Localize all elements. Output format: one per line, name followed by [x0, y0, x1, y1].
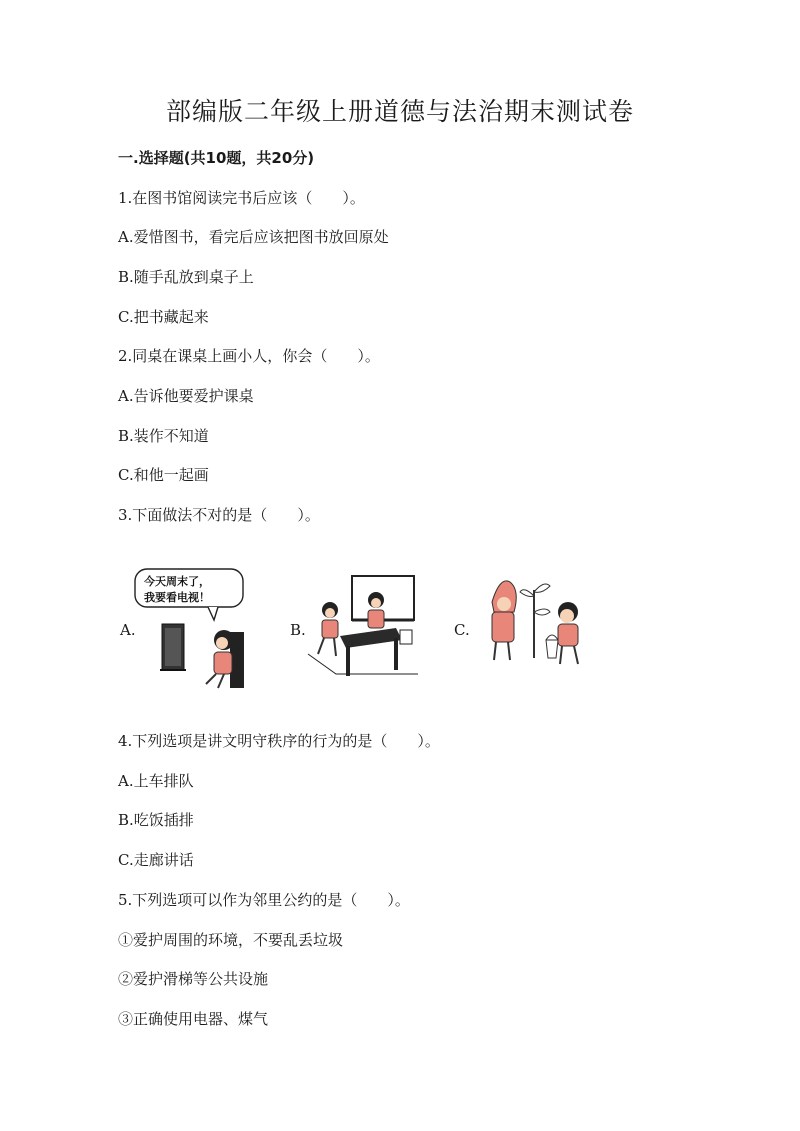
picture-option-a-label: A. [120, 621, 136, 639]
speech-bubble-line-2: 我要看电视！ [144, 591, 210, 604]
section-heading: 一.选择题(共10题，共20分) [118, 149, 315, 167]
picture-cleaning-desk [306, 574, 418, 684]
page-title: 部编版二年级上册道德与法治期末测试卷 [165, 97, 634, 126]
question-1-option-a: A.爱惜图书，看完后应该把图书放回原处 [118, 228, 389, 246]
question-3-picture-options [118, 560, 598, 700]
picture-option-b-label: B. [290, 621, 306, 639]
question-4-option-c: C.走廊讲话 [118, 851, 194, 869]
speech-bubble-line-1: 今天周末了， [144, 575, 210, 588]
question-4-stem: 4.下列选项是讲文明守秩序的行为的是（ ）。 [118, 732, 440, 750]
question-2-option-a: A.告诉他要爱护课桌 [118, 387, 254, 405]
question-2-option-b: B.装作不知道 [118, 427, 209, 445]
question-2-option-c: C.和他一起画 [118, 466, 209, 484]
question-5-option-2: ②爱护滑梯等公共设施 [118, 970, 269, 988]
picture-planting-tree [474, 572, 594, 672]
question-5-stem: 5.下列选项可以作为邻里公约的是（ ）。 [118, 891, 410, 909]
question-4-option-a: A.上车排队 [118, 772, 194, 790]
picture-option-c-label: C. [454, 621, 470, 639]
question-3-stem: 3.下面做法不对的是（ ）。 [118, 506, 320, 524]
question-1-option-b: B.随手乱放到桌子上 [118, 268, 254, 286]
question-5-option-1: ①爱护周围的环境，不要乱丢垃圾 [118, 931, 344, 949]
question-4-option-b: B.吃饭插排 [118, 811, 194, 829]
question-1-stem: 1.在图书馆阅读完书后应该（ ）。 [118, 189, 365, 207]
question-5-option-3: ③正确使用电器、煤气 [118, 1010, 269, 1028]
question-1-option-c: C.把书藏起来 [118, 308, 209, 326]
picture-tv-watching [134, 566, 249, 692]
question-2-stem: 2.同桌在课桌上画小人，你会（ ）。 [118, 347, 380, 365]
